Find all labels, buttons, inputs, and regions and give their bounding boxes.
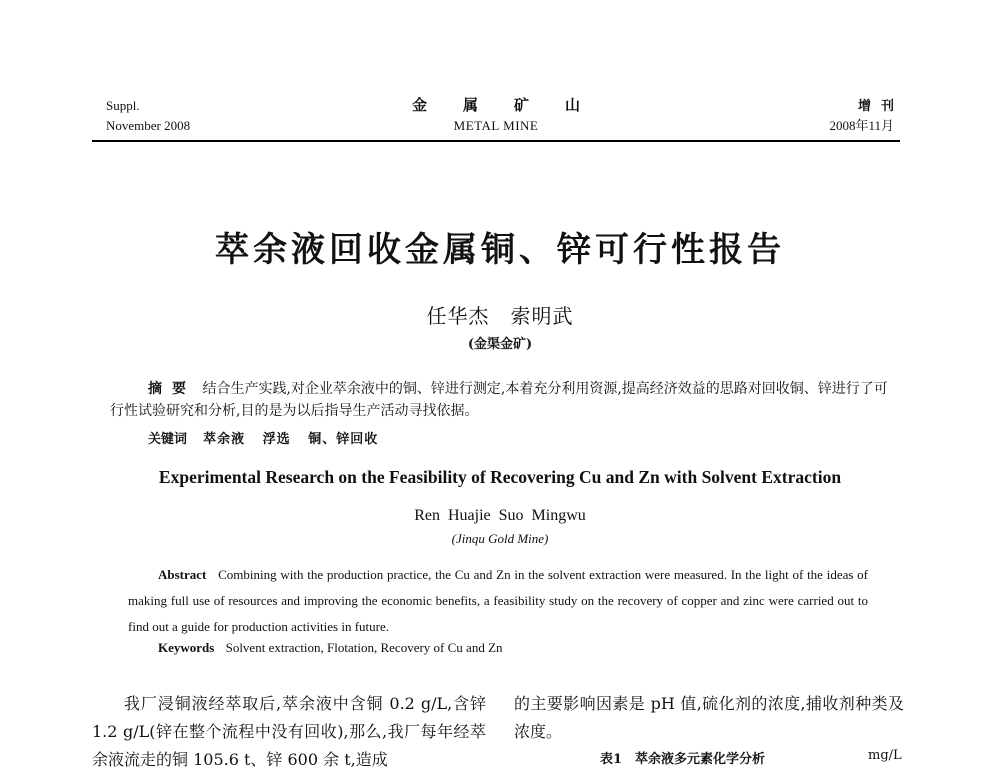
abstract-cn: [110, 378, 900, 422]
keywords-cn-label: 关键词: [148, 432, 188, 447]
keywords-cn: [148, 428, 378, 447]
body-column-right: [514, 690, 904, 746]
keywords-en: [158, 640, 503, 656]
keywords-en-text: Solvent extraction, Flotation, Recovery of Cu and Zn: [225, 640, 503, 655]
body-paragraph-left: 我厂浸铜液经萃取后,萃余液中含铜 0.2 g/L,含锌 1.2 g/L(锌在整个流程中没有回收),那么,我厂每年经萃余液流走的铜 105.6 t、锌 600 余 t,造成: [92, 694, 486, 769]
header-center: [92, 96, 900, 136]
journal-name-cn: 金属矿山: [411, 98, 616, 114]
abstract-en-text: Combining with the production practice, the Cu and Zn in the solvent extraction were measured. In the light of the ideas of making full use of resources and improving the economic benefits, a feasibility study on the recovery of copper and zinc were carried out to find out a guide for production activities in future.: [128, 567, 868, 634]
body-paragraph-right: 的主要影响因素是 pH 值,硫化剂的浓度,捕收剂种类及浓度。: [514, 694, 904, 741]
paper-title-cn: 萃余液回收金属铜、锌可行性报告: [215, 230, 785, 270]
journal-name-en: METAL MINE: [453, 118, 539, 133]
table-caption: 表1 萃余液多元素化学分析: [600, 752, 766, 767]
affiliation-cn: (金渠金矿): [467, 337, 533, 352]
paper-title-en: Experimental Research on the Feasibility of Recovering Cu and Zn with Solvent Extraction: [158, 467, 842, 487]
body-column-left: [92, 690, 486, 774]
abstract-en-label: Abstract: [158, 567, 207, 582]
abstract-en: [128, 562, 868, 640]
header-date-en: November 2008: [106, 118, 191, 133]
abstract-cn-label: 摘要: [148, 381, 196, 397]
keywords-en-label: Keywords: [158, 640, 215, 655]
header-suppl-cn: 增刊: [857, 98, 904, 113]
page-header: [92, 96, 904, 142]
table-unit: mg/L: [868, 748, 902, 763]
authors-en: Ren Huajie Suo Mingwu: [414, 507, 586, 524]
keywords-cn-text: 萃余液 浮选 铜、锌回收: [203, 432, 379, 447]
affiliation-en: (Jinqu Gold Mine): [451, 531, 549, 546]
header-right: [829, 96, 904, 136]
header-date-cn: 2008年11月: [829, 118, 894, 133]
header-suppl: Suppl.: [106, 98, 140, 113]
authors-cn: 任华杰 索明武: [426, 304, 574, 328]
abstract-cn-text: 结合生产实践,对企业萃余液中的铜、锌进行测定,本着充分利用资源,提高经济效益的思路对回收铜、锌进行了可行性试验研究和分析,目的是为以后指导生产活动寻找依据。: [110, 381, 888, 419]
